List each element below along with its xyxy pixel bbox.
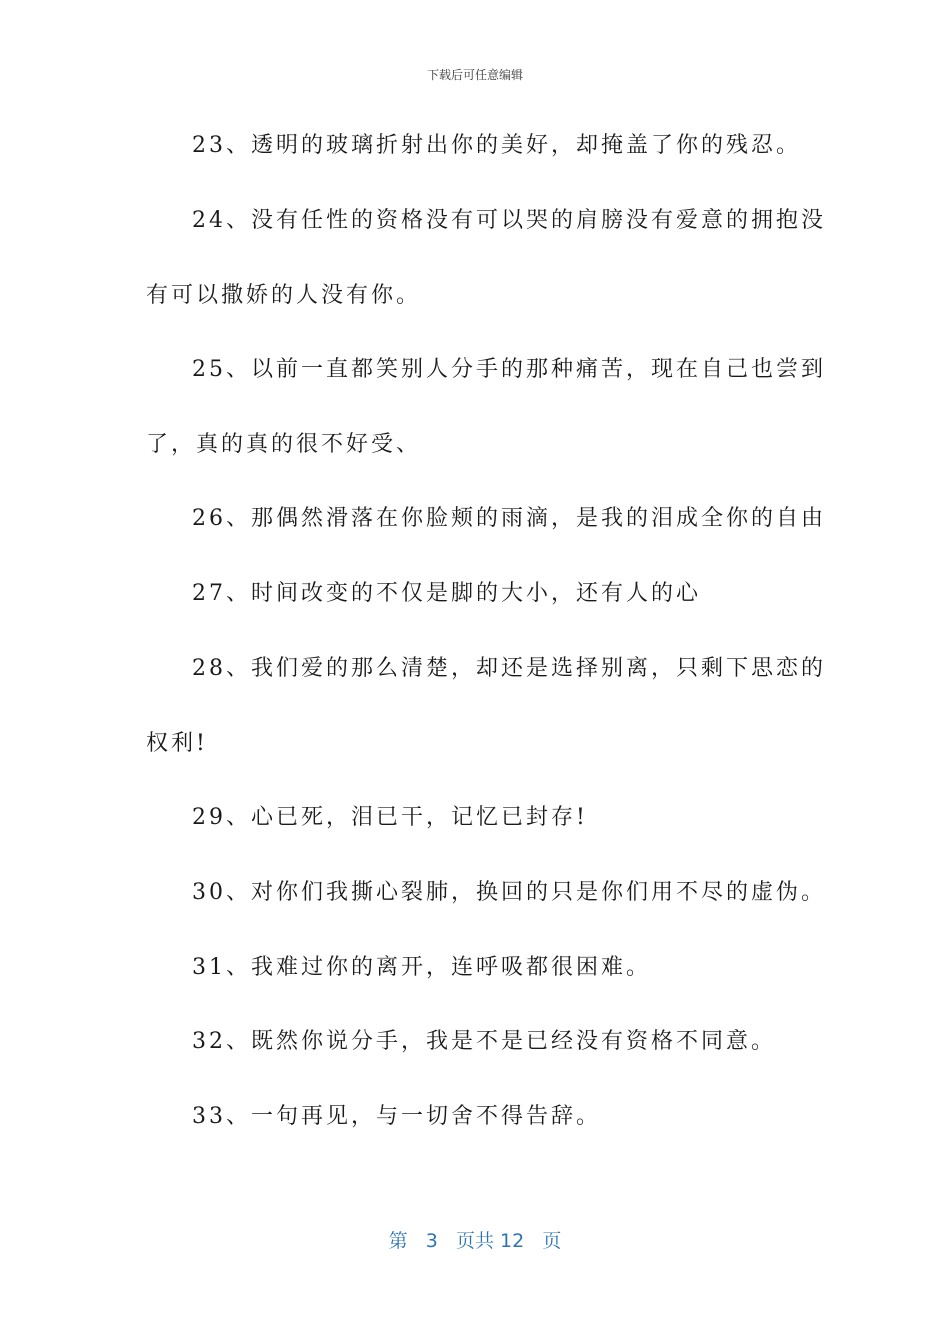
- paragraph-24-line-2: 有可以撒娇的人没有你。: [146, 283, 422, 308]
- paragraph-26: 26、那偶然滑落在你脸颊的雨滴，是我的泪成全你的自由: [192, 506, 826, 531]
- page-footer: [0, 1226, 950, 1253]
- page-header: 下载后可任意编辑: [426, 68, 523, 82]
- footer-middle: 页共: [455, 1230, 494, 1252]
- paragraph-28-line-2: 权利!: [146, 731, 208, 756]
- paragraph-23: 23、透明的玻璃折射出你的美好，却掩盖了你的残忍。: [192, 133, 801, 158]
- paragraph-31: 31、我难过你的离开，连呼吸都很困难。: [192, 955, 651, 980]
- paragraph-27: 27、时间改变的不仅是脚的大小，还有人的心: [192, 581, 701, 606]
- paragraph-24-line-1: 24、没有任性的资格没有可以哭的肩膀没有爱意的拥抱没: [192, 208, 826, 233]
- paragraph-28-line-1: 28、我们爱的那么清楚，却还是选择别离，只剩下思恋的: [192, 656, 826, 681]
- footer-total-pages: 12: [500, 1230, 525, 1252]
- paragraph-29: 29、心已死，泪已干，记忆已封存!: [192, 805, 588, 830]
- paragraph-30: 30、对你们我撕心裂肺，换回的只是你们用不尽的虚伪。: [192, 880, 826, 905]
- footer-suffix: 页: [542, 1230, 562, 1252]
- paragraph-32: 32、既然你说分手，我是不是已经没有资格不同意。: [192, 1029, 776, 1054]
- paragraph-25-line-2: 了，真的真的很不好受、: [146, 432, 422, 457]
- paragraph-33: 33、一句再见，与一切舍不得告辞。: [192, 1104, 601, 1129]
- paragraph-25-line-1: 25、以前一直都笑别人分手的那种痛苦，现在自己也尝到: [192, 357, 826, 382]
- footer-prefix: 第: [388, 1230, 408, 1252]
- footer-current-page: 3: [425, 1230, 438, 1252]
